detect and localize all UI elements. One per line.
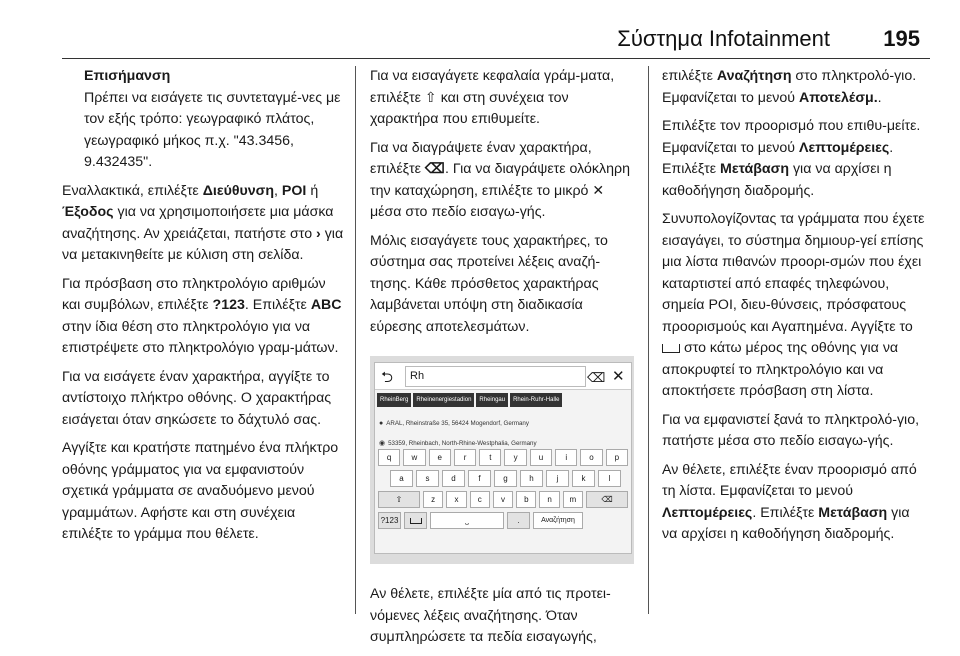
paragraph: Συνυπολογίζοντας τα γράμματα που έχετε εισαγάγει, το σύστημα δημιουρ-γεί επίσης μια λίστα πιθανών προορι-σμών που έχει καταρτιστεί από επαφές τηλεφώνου, σημεία POI, διευ-θύνσεις, πρόσφατους προορισμούς και Αγαπημένα. Αγγίξτε το στο κάτω μέρος της οθόνης για να αποκρυφτεί το πληκτρολόγιο και να αποκτήσετε πρόσβαση στη λίστα. <box>662 211 925 399</box>
keyboard-row <box>378 470 628 487</box>
paragraph: Για να εισάγετε έναν χαρακτήρα, αγγίξτε το αντίστοιχο πλήκτρο οθόνης. Ο χαρακτήρας εισάγεται όταν σηκώσετε το δάχτυλό σας. <box>62 368 332 428</box>
letter-key[interactable]: e <box>429 449 451 466</box>
paragraph: Για πρόσβαση στο πληκτρολόγιο αριθμών και συμβόλων, επιλέξτε ?123. Επιλέξτε ABC στην ίδια θέση στο πληκτρολόγιο για να επιστρέψετε στο πληκτρολόγιο γραμ-μάτων. <box>62 275 342 356</box>
paragraph: Επιλέξτε τον προορισμό που επιθυ-μείτε. Εμφανίζεται το μενού Λεπτομέρειες. Επιλέξτε Μετάβαση για να αρχίσει η καθοδήγηση διαδρομής. <box>662 118 921 199</box>
space-key[interactable]: ⎵ <box>430 512 504 529</box>
letter-key[interactable]: v <box>493 491 513 508</box>
note-body: Πρέπει να εισάγετε τις συντεταγμέ-νες με τον εξής τρόπο: γεωγραφικό πλάτος, γεωγραφικό μήκος π.χ. "43.3456, 9.432435". <box>84 89 341 170</box>
letter-key[interactable]: r <box>454 449 476 466</box>
shift-icon: ⇧ <box>424 89 437 106</box>
letter-key[interactable]: g <box>494 470 517 487</box>
location-pin-icon: ◉ <box>379 440 386 447</box>
shift-key[interactable]: ⇧ <box>378 491 420 508</box>
letter-key[interactable]: n <box>539 491 559 508</box>
keyboard-row <box>378 491 628 508</box>
letter-key[interactable]: h <box>520 470 543 487</box>
note-title: Επισήμανση <box>84 68 171 84</box>
letter-key[interactable]: u <box>530 449 552 466</box>
letter-key[interactable]: m <box>563 491 583 508</box>
result-item[interactable]: ◉ 53359, Rheinbach, North-Rhine-Westphalia, Germany <box>379 440 537 447</box>
paragraph: Για να εμφανιστεί ξανά το πληκτρολό-γιο, πατήστε μέσα στο πεδίο εισαγω-γής. <box>662 411 920 449</box>
letter-key[interactable]: k <box>572 470 595 487</box>
keyboard-screen <box>374 362 632 554</box>
letter-key[interactable]: c <box>470 491 490 508</box>
keyboard-row <box>378 512 628 529</box>
letter-key[interactable]: b <box>516 491 536 508</box>
letter-key[interactable]: y <box>504 449 526 466</box>
backspace-icon: ⌫ <box>424 161 445 177</box>
letter-key[interactable]: z <box>423 491 443 508</box>
page-title: Σύστημα Infotainment <box>617 26 830 51</box>
page-number: 195 <box>883 26 920 51</box>
letter-key[interactable]: q <box>378 449 400 466</box>
header-rule <box>62 58 930 59</box>
result-item[interactable]: ● ARAL, Rheinstraße 35, 56424 Mogendorf, Germany <box>379 420 529 427</box>
hide-keyboard-icon <box>662 344 680 353</box>
letter-key[interactable]: i <box>555 449 577 466</box>
letter-key[interactable]: o <box>580 449 602 466</box>
letter-key[interactable]: j <box>546 470 569 487</box>
backspace-key[interactable]: ⌫ <box>586 491 628 508</box>
paragraph: Αγγίξτε και κρατήστε πατημένο ένα πλήκτρο οθόνης γράμματος για να εμφανιστούν σχετικά γράμματα σε αναδυόμενο μενού γραμμάτων. Αφήστε και στη συνέχεια επιλέξτε το γράμμα που θέλετε. <box>62 440 339 542</box>
chevron-right-icon: › <box>316 225 321 242</box>
suggestion-chip[interactable]: Rheingau <box>476 393 508 407</box>
column-divider-1 <box>355 66 356 614</box>
letter-key[interactable]: p <box>606 449 628 466</box>
paragraph: Για να εισαγάγετε κεφαλαία γράμ-ματα, επιλέξτε ⇧ και στη συνέχεια τον χαρακτήρα που επιθυμείτε. <box>370 68 615 127</box>
column-3 <box>662 66 928 553</box>
column-1 <box>62 66 344 553</box>
letter-key[interactable]: a <box>390 470 413 487</box>
close-icon[interactable]: ✕ <box>612 368 625 385</box>
paragraph: επιλέξτε Αναζήτηση στο πληκτρολό-γιο. Εμφανίζεται το μενού Αποτελέσμ.. <box>662 68 917 106</box>
paragraph: Μόλις εισαγάγετε τους χαρακτήρες, το σύστημα σας προτείνει λέξεις αναζή-τησης. Κάθε πρόσθετος χαρακτήρας λαμβάνεται υπόψη στη διαδικασία εύρεσης αποτελεσμάτων. <box>370 232 608 335</box>
poi-pin-icon: ● <box>379 420 384 427</box>
suggestion-chip[interactable]: Rhein-Ruhr-Halle <box>510 393 562 407</box>
hide-keyboard-key[interactable] <box>404 512 427 529</box>
paragraph: Για να διαγράψετε έναν χαρακτήρα, επιλέξτε ⌫. Για να διαγράψετε ολόκληρη την καταχώρηση, επιλέξτε το μικρό ✕ μέσα στο πεδίο εισαγω-γής. <box>370 139 630 220</box>
backspace-icon[interactable]: ⌫ <box>587 370 606 385</box>
paragraph: Εναλλακτικά, επιλέξτε Διεύθυνση, POI ή Έξοδος για να χρησιμοποιήσετε μια μάσκα αναζήτησης. Αν χρειάζεται, πατήστε στο › για να μετακινηθείτε με κύλιση στη σελίδα. <box>62 182 344 263</box>
close-icon: ✕ <box>592 182 605 199</box>
input-bar <box>375 363 631 390</box>
paragraph: Αν θέλετε, επιλέξτε έναν προορισμό από τη λίστα. Εμφανίζεται το μενού Λεπτομέρειες. Επιλέξτε Μετάβαση για να αρχίσει η καθοδήγηση διαδρομής. <box>662 461 917 542</box>
search-input[interactable]: Rh <box>405 366 586 387</box>
letter-key[interactable]: s <box>416 470 439 487</box>
paragraph: Αν θέλετε, επιλέξτε μία από τις προτει-νόμενες λέξεις αναζήτησης. Όταν συμπληρώσετε τα πεδία εισαγωγής, <box>370 586 611 645</box>
letter-key[interactable]: x <box>446 491 466 508</box>
letter-key[interactable]: t <box>479 449 501 466</box>
key-123[interactable]: ?123 <box>378 512 401 529</box>
letter-key[interactable]: l <box>598 470 621 487</box>
keyboard-row <box>378 449 628 466</box>
suggestion-chip[interactable]: RheinBerg <box>377 393 411 407</box>
letter-key[interactable]: f <box>468 470 491 487</box>
page-header <box>0 22 960 62</box>
on-screen-keyboard <box>378 449 628 533</box>
letter-key[interactable]: w <box>403 449 425 466</box>
search-key[interactable]: Αναζήτηση <box>533 512 583 529</box>
back-arrow-icon[interactable]: ⮌ <box>381 369 394 386</box>
column-2 <box>370 66 634 656</box>
suggestion-row <box>377 393 562 407</box>
suggestion-chip[interactable]: Rheinenergiestadion <box>413 393 474 407</box>
keyboard-screenshot <box>370 356 634 564</box>
column-divider-2 <box>648 66 649 614</box>
note-block <box>62 66 344 174</box>
key-dot[interactable]: . <box>507 512 530 529</box>
letter-key[interactable]: d <box>442 470 465 487</box>
